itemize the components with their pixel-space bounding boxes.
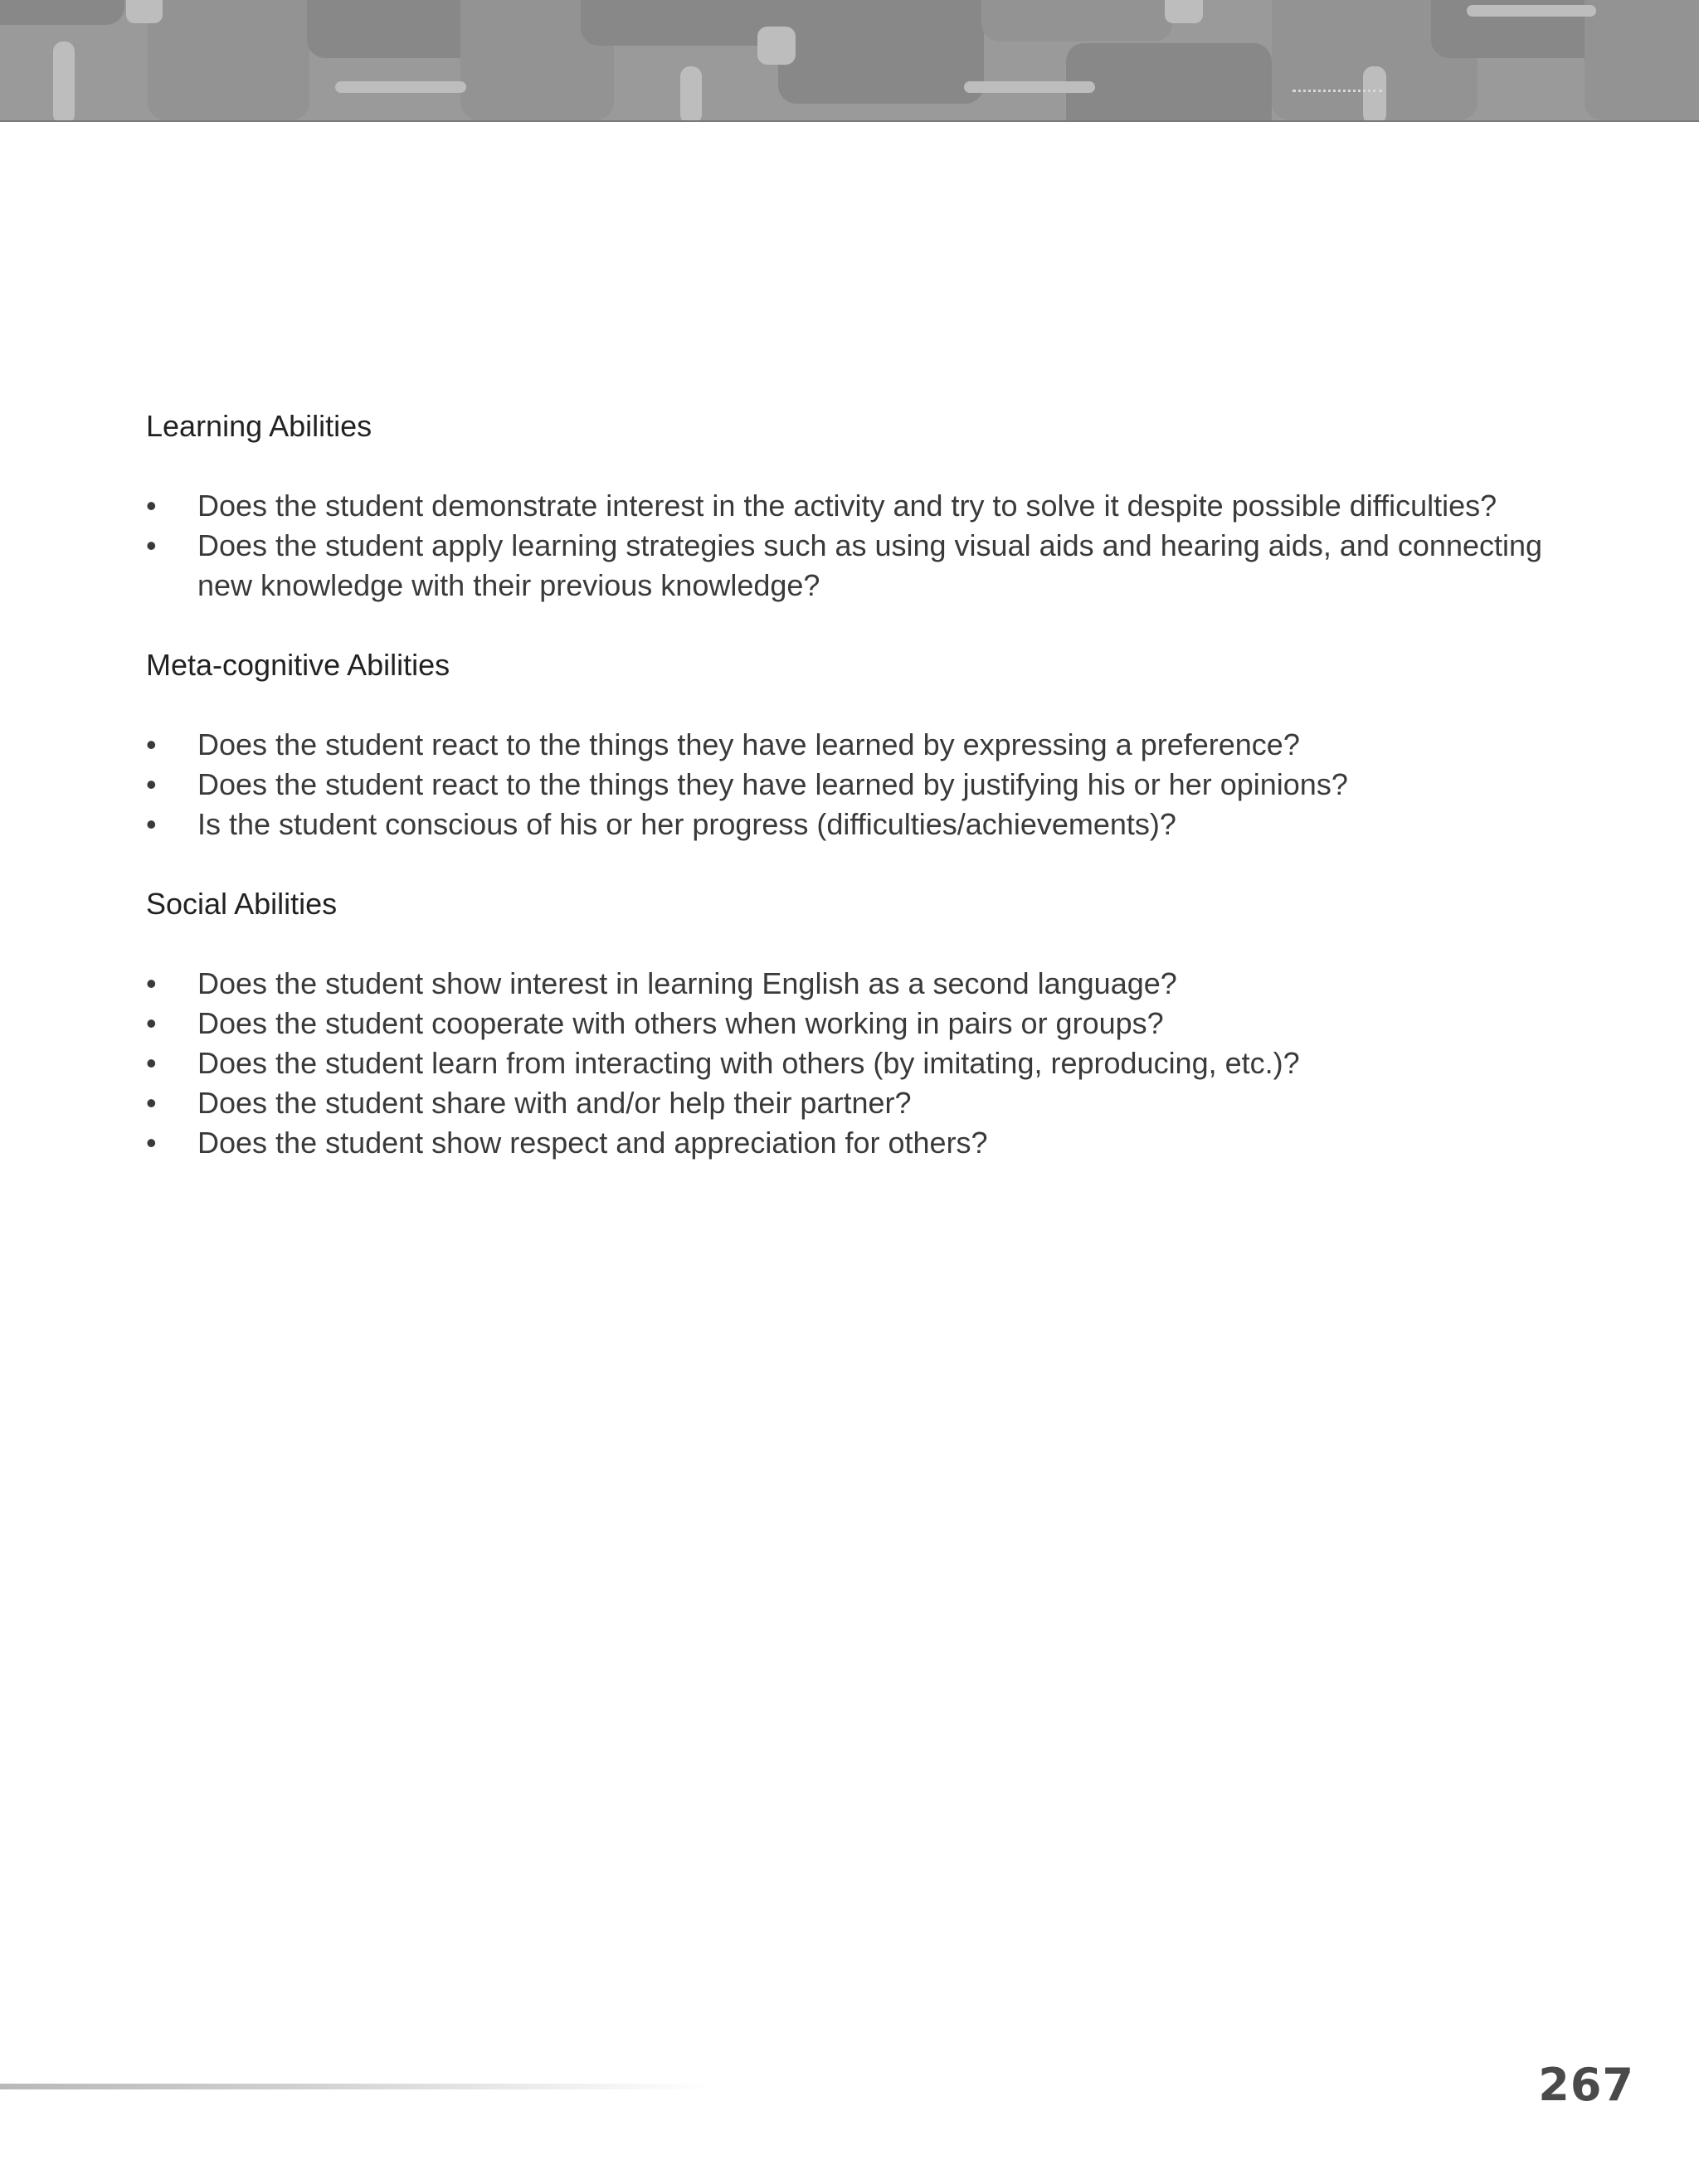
list-item — [146, 805, 1589, 844]
list-item-text: Does the student share with and/or help their partner? — [197, 1086, 912, 1120]
assessment-content — [146, 406, 1589, 1203]
list-item — [146, 526, 1589, 606]
list-item — [146, 725, 1589, 765]
list-item-text: Does the student react to the things they have learned by expressing a preference? — [197, 727, 1300, 761]
list-item-text: Is the student conscious of his or her progress (difficulties/achievements)? — [197, 807, 1176, 841]
list-item-text: Does the student show interest in learning English as a second language? — [197, 966, 1177, 1000]
list-item — [146, 1004, 1589, 1043]
bullet-list — [146, 486, 1589, 606]
bullet-list — [146, 964, 1589, 1163]
section-heading: Social Abilities — [146, 887, 338, 921]
bullet-icon: • — [146, 1126, 157, 1160]
list-item — [146, 765, 1589, 805]
bullet-icon: • — [146, 1046, 157, 1080]
list-item — [146, 1083, 1589, 1123]
list-item — [146, 486, 1589, 526]
list-item-text: Does the student cooperate with others when working in pairs or groups? — [197, 1006, 1164, 1040]
list-item-text: Does the student show respect and appreciation for others? — [197, 1126, 988, 1160]
bullet-icon: • — [146, 528, 157, 562]
page-number: 267 — [1538, 2059, 1634, 2111]
header-banner — [0, 0, 1699, 120]
bullet-icon: • — [146, 1006, 157, 1040]
section-heading: Learning Abilities — [146, 409, 372, 443]
list-item-text: Does the student demonstrate interest in the activity and try to solve it despite possible difficulties? — [197, 489, 1497, 523]
bullet-icon: • — [146, 807, 157, 841]
list-item — [146, 1043, 1589, 1083]
list-item — [146, 1123, 1589, 1163]
bullet-icon: • — [146, 966, 157, 1000]
bullet-icon: • — [146, 489, 157, 523]
section-heading: Meta-cognitive Abilities — [146, 648, 450, 682]
bullet-icon: • — [146, 767, 157, 801]
list-item-text: Does the student learn from interacting with others (by imitating, reproducing, etc.)? — [197, 1046, 1300, 1080]
footer-rule — [0, 2084, 713, 2089]
header-banner-edge — [0, 120, 1699, 122]
list-item-text: Does the student apply learning strategies such as using visual aids and hearing aids, and connecting new knowledge with their previous knowledge? — [197, 528, 1543, 602]
bullet-icon: • — [146, 1086, 157, 1120]
bullet-list — [146, 725, 1589, 844]
list-item-text: Does the student react to the things they have learned by justifying his or her opinions? — [197, 767, 1348, 801]
bullet-icon: • — [146, 727, 157, 761]
list-item — [146, 964, 1589, 1004]
